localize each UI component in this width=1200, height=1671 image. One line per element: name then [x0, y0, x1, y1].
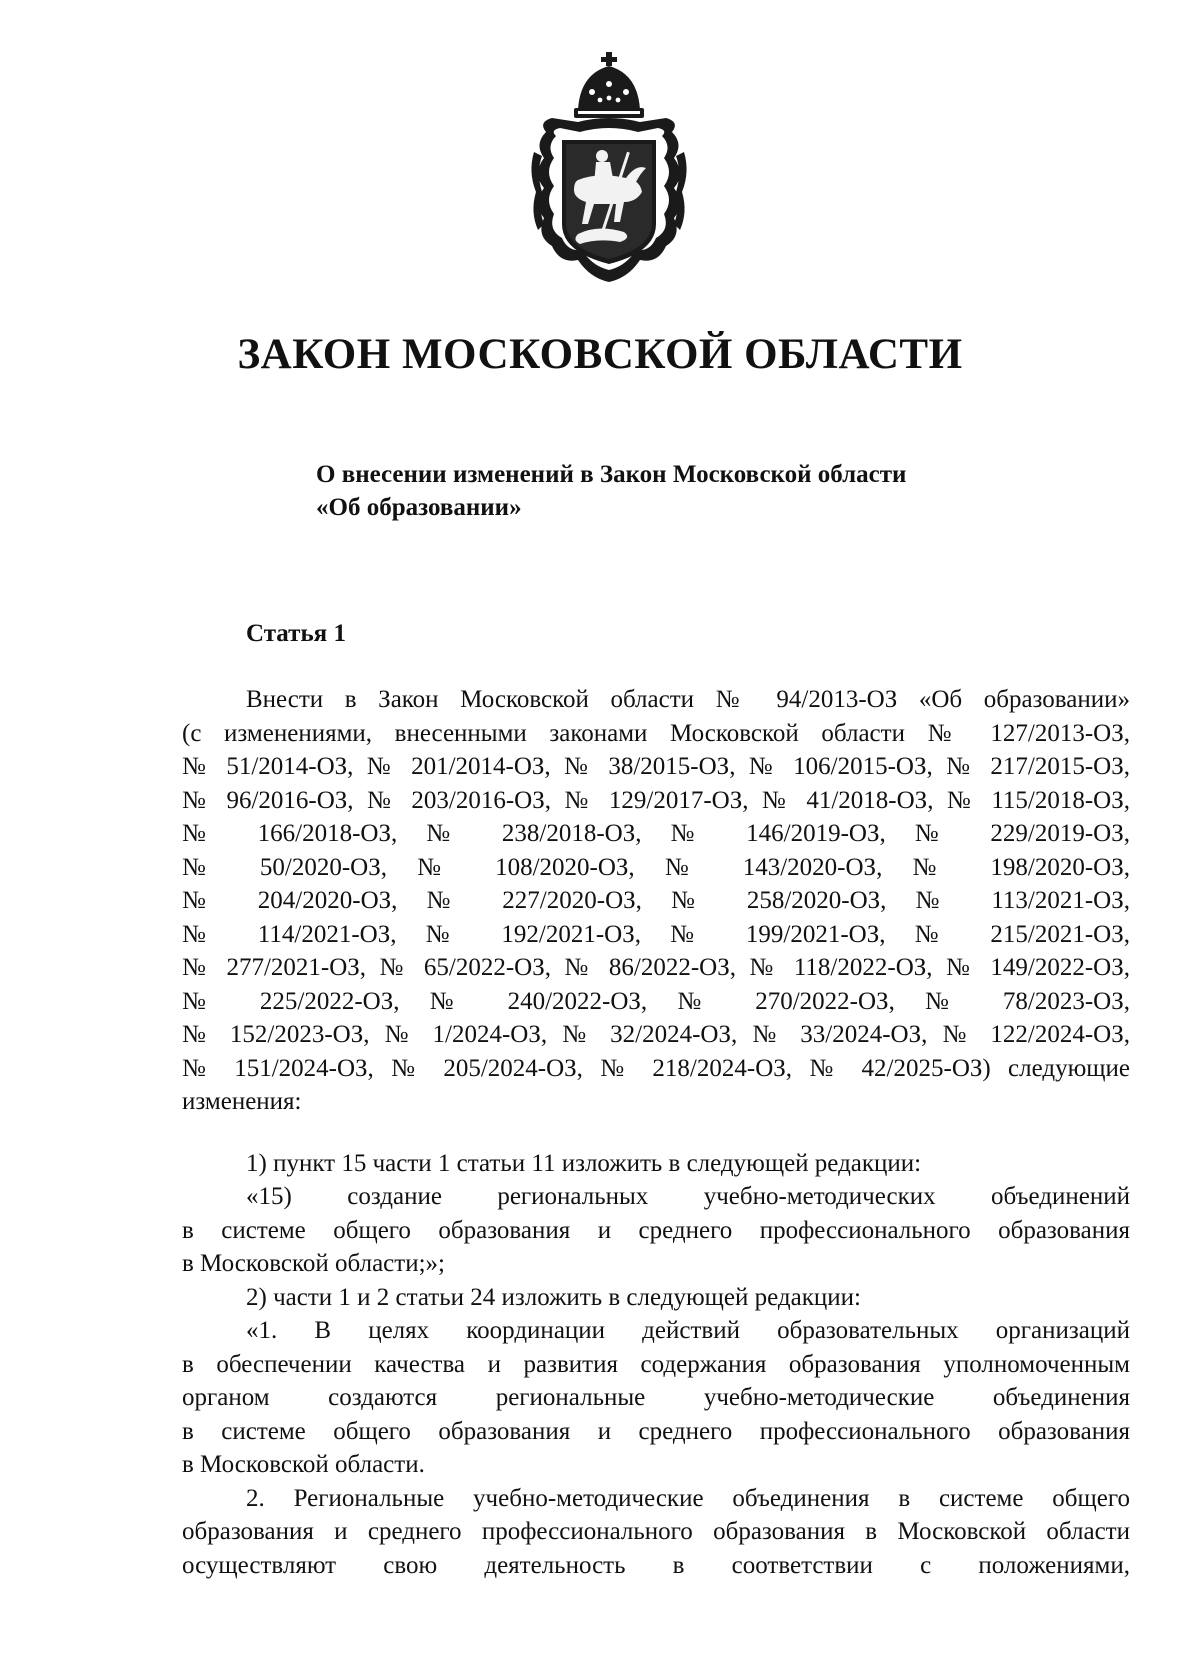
intro-line: № 50/2020-ОЗ, № 108/2020-ОЗ, № 143/2020-ОЗ, № 198/2020-ОЗ, — [182, 853, 1130, 881]
intro-line: № 114/2021-ОЗ, № 192/2021-ОЗ, № 199/2021-ОЗ, № 215/2021-ОЗ, — [182, 920, 1130, 948]
part2-line: осуществляют свою деятельность в соответствии с положениями, — [182, 1551, 1130, 1579]
intro-line: изменения: — [182, 1088, 302, 1115]
part2-line: 2. Региональные учебно-методические объединения в системе общего — [246, 1484, 1130, 1512]
intro-line: № 166/2018-ОЗ, № 238/2018-ОЗ, № 146/2019-ОЗ, № 229/2019-ОЗ, — [182, 820, 1130, 847]
intro-line: Внести в Закон Московской области № 94/2013-ОЗ «Об образовании» — [246, 686, 1130, 713]
intro-line: (с изменениями, внесенными законами Московской области № 127/2013-ОЗ, — [182, 719, 1130, 747]
moscow-oblast-coat-of-arms-icon — [528, 52, 690, 284]
part1-line: «1. В целях координации действий образовательных организаций — [246, 1317, 1130, 1344]
amendment-item-2: 2) части 1 и 2 статьи 24 изложить в следующей редакции: — [246, 1283, 861, 1311]
part1-line: в системе общего образования и среднего профессионального образования — [182, 1417, 1130, 1445]
article-body — [182, 683, 1130, 1582]
item1-text-line: «15) создание региональных учебно-методических объединений — [246, 1183, 1130, 1210]
intro-line: № 204/2020-ОЗ, № 227/2020-ОЗ, № 258/2020-ОЗ, № 113/2021-ОЗ, — [182, 887, 1130, 914]
part2-line: образования и среднего профессионального образования в Московской области — [182, 1518, 1130, 1545]
part1-line: в обеспечении качества и развития содержания образования уполномоченным — [182, 1350, 1130, 1378]
item1-text-line: в системе общего образования и среднего профессионального образования — [182, 1216, 1130, 1244]
subtitle-line: О внесении изменений в Закон Московской области — [316, 461, 907, 488]
part1-line: в Московской области. — [182, 1451, 425, 1478]
intro-line: № 151/2024-ОЗ, № 205/2024-ОЗ, № 218/2024-ОЗ, № 42/2025-ОЗ) следующие — [182, 1054, 1130, 1082]
intro-line: № 225/2022-ОЗ, № 240/2022-ОЗ, № 270/2022-ОЗ, № 78/2023-ОЗ, — [182, 987, 1130, 1015]
subtitle-line: «Об образовании» — [316, 494, 522, 521]
law-title: ЗАКОН МОСКОВСКОЙ ОБЛАСТИ — [237, 331, 963, 378]
amendment-item-1: 1) пункт 15 части 1 статьи 11 изложить в следующей редакции: — [246, 1149, 922, 1177]
intro-line: № 277/2021-ОЗ, № 65/2022-ОЗ, № 86/2022-ОЗ, № 118/2022-ОЗ, № 149/2022-ОЗ, — [182, 954, 1130, 981]
article-heading: Статья 1 — [246, 620, 346, 647]
intro-line: № 152/2023-ОЗ, № 1/2024-ОЗ, № 32/2024-ОЗ, № 33/2024-ОЗ, № 122/2024-ОЗ, — [182, 1021, 1130, 1048]
part1-line: органом создаются региональные учебно-методические объединения — [182, 1384, 1130, 1411]
law-subtitle — [316, 458, 906, 524]
intro-line: № 51/2014-ОЗ, № 201/2014-ОЗ, № 38/2015-ОЗ, № 106/2015-ОЗ, № 217/2015-ОЗ, — [182, 753, 1130, 780]
intro-line: № 96/2016-ОЗ, № 203/2016-ОЗ, № 129/2017-ОЗ, № 41/2018-ОЗ, № 115/2018-ОЗ, — [182, 786, 1130, 814]
item1-text-line: в Московской области;»; — [182, 1250, 445, 1277]
